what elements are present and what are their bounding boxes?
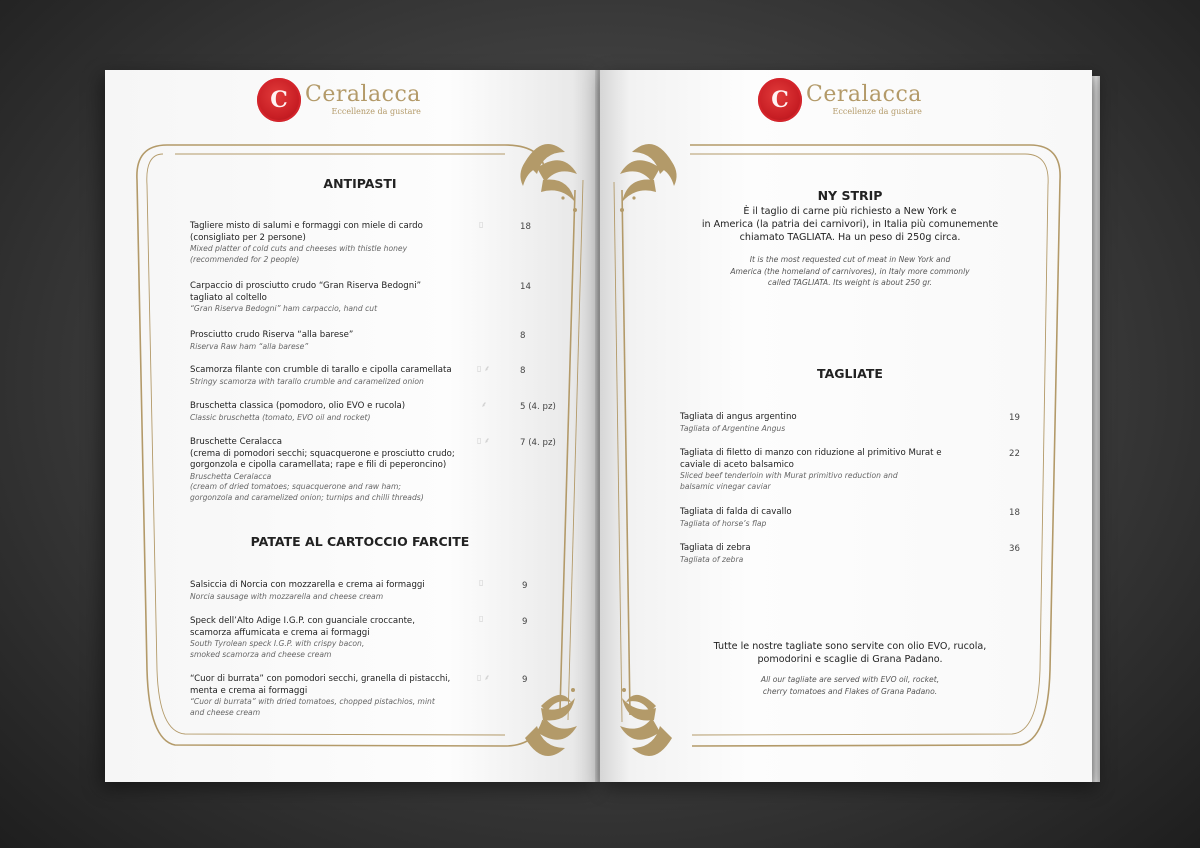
- menu-item: Scamorza filante con crumble di tarallo e cipolla caramellata Stringy scamorza with tarallo crumble and caramelized onion: [190, 365, 452, 386]
- tagliate-note: Tutte le nostre tagliate sono servite con olio EVO, rucola, pomodorini e scaglie di Grana Padano. All our tagliate are served with EVO oil, rocket, cherry tomatoes and Flakes of Grana Padano.: [713, 641, 987, 696]
- allergen-icon: ▯: [479, 614, 484, 623]
- flourish-top-right-icon: [520, 144, 577, 212]
- menu-item: Tagliata di filetto di manzo con riduzione al primitivo Murat e caviale di aceto balsamico Sliced beef tenderloin with Murat primitivo reduction and balsamic vinegar caviar: [680, 448, 942, 491]
- section-title-antipasti: ANTIPASTI: [323, 176, 397, 191]
- section-title-ny-strip: NY STRIP: [817, 188, 883, 203]
- item-price: 22: [1009, 449, 1020, 459]
- allergen-icon: ▯: [479, 578, 484, 587]
- item-price: 14: [520, 282, 531, 292]
- allergen-icon: ▯: [479, 220, 484, 229]
- menu-page-right: [600, 70, 1092, 782]
- brand-logo: [257, 78, 421, 122]
- item-price: 18: [520, 222, 531, 232]
- page-stack-edge: [1092, 76, 1100, 782]
- flourish-top-left-icon: [620, 144, 677, 212]
- brand-name: Ceralacca: [305, 82, 421, 107]
- wax-seal-icon: C: [257, 78, 301, 122]
- menu-item: Tagliata di zebra Tagliata of zebra: [680, 543, 751, 564]
- section-title-patate: PATATE AL CARTOCCIO FARCITE: [250, 534, 470, 549]
- item-price: 19: [1009, 413, 1020, 423]
- menu-item: Bruschette Ceralacca (crema di pomodori secchi; squacquerone e prosciutto crudo; gorgonzola e cipolla caramellata; rape e fili di peperoncino) Bruschetta Ceralacca (cream of dried tomatoes; squacquerone and raw ham; gorgonzola and caramelized onion; turnips and chilli threads): [190, 437, 455, 502]
- allergen-icon: ▯ ⸙: [477, 364, 490, 373]
- flourish-bottom-right-icon: [525, 688, 577, 756]
- brand-logo: [758, 78, 922, 122]
- menu-item: Tagliata di falda di cavallo Tagliata of horse’s flap: [680, 507, 792, 528]
- menu-item: Speck dell’Alto Adige I.G.P. con guanciale croccante, scamorza affumicata e crema ai formaggi South Tyrolean speck I.G.P. with crispy bacon, smoked scamorza and cheese cream: [190, 616, 415, 659]
- menu-item: Tagliata di angus argentino Tagliata of Argentine Angus: [680, 412, 797, 433]
- menu-item: Carpaccio di prosciutto crudo “Gran Riserva Bedogni” tagliato al coltello “Gran Riserva Bedogni” ham carpaccio, hand cut: [190, 281, 422, 313]
- item-price: 8: [520, 331, 526, 341]
- brand-name: Ceralacca: [806, 82, 922, 107]
- flourish-bottom-left-icon: [620, 688, 672, 756]
- item-price: 36: [1009, 544, 1020, 554]
- ny-strip-description: È il taglio di carne più richiesto a New York e in America (la patria dei carnivori), in Italia più comunemente chiamato TAGLIATA. Ha un peso di 250g circa. It is the most requested cut of meat in New York and America (the homeland of carnivores), in Italy more commonly called TAGLIATA. Its weight is about 250 gr.: [701, 206, 999, 287]
- item-price: 9: [522, 581, 528, 591]
- allergen-icon: ▯ ⸙: [477, 436, 490, 445]
- wax-seal-icon: C: [758, 78, 802, 122]
- brand-tagline: Eccellenze da gustare: [331, 107, 421, 116]
- section-title-tagliate: TAGLIATE: [817, 366, 883, 381]
- menu-item: Bruschetta classica (pomodoro, olio EVO e rucola) Classic bruschetta (tomato, EVO oil and rocket): [190, 401, 406, 422]
- item-price: 7 (4. pz): [520, 438, 556, 448]
- menu-item: Prosciutto crudo Riserva “alla barese” Riserva Raw ham “alla barese”: [190, 330, 354, 351]
- item-price: 9: [522, 675, 528, 685]
- menu-item: “Cuor di burrata” con pomodori secchi, granella di pistacchi, menta e crema ai formaggi “Cuor di burrata” with dried tomatoes, chopped pistachios, mint and cheese cream: [190, 674, 451, 717]
- allergen-icon: ▯ ⸙: [477, 673, 490, 682]
- wheat-icon: ⸙: [481, 400, 487, 409]
- item-price: 8: [520, 366, 526, 376]
- menu-item: Tagliere misto di salumi e formaggi con miele di cardo (consigliato per 2 persone) Mixed platter of cold cuts and cheeses with thistle honey (recommended for 2 people): [190, 221, 423, 264]
- item-price: 18: [1009, 508, 1020, 518]
- menu-page-left: [105, 70, 597, 782]
- menu-item: Salsiccia di Norcia con mozzarella e crema ai formaggi Norcia sausage with mozzarella and cheese cream: [190, 580, 425, 601]
- item-price: 9: [522, 617, 528, 627]
- item-price: 5 (4. pz): [520, 402, 556, 412]
- brand-tagline: Eccellenze da gustare: [832, 107, 922, 116]
